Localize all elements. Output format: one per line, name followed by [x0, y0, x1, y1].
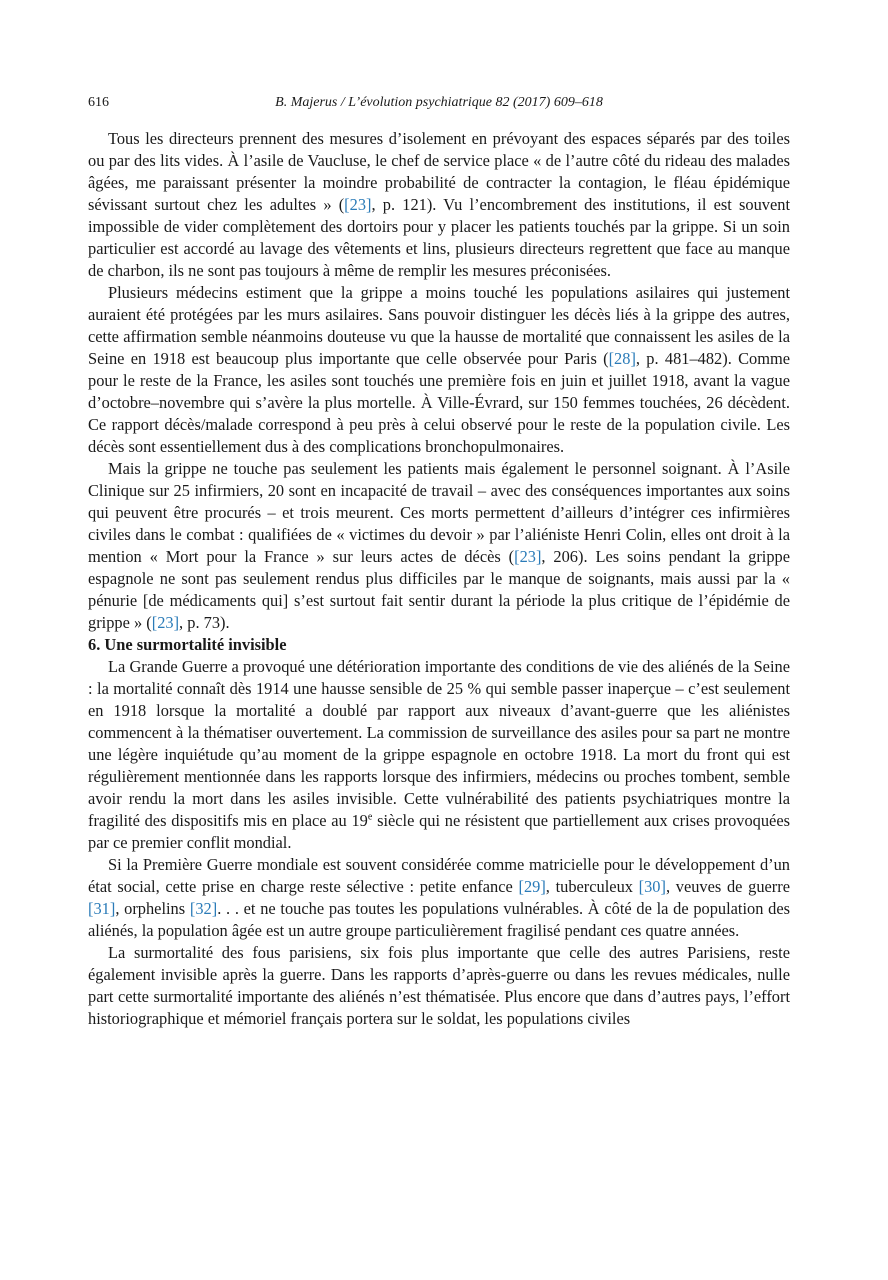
reference-link[interactable]: [29] — [518, 877, 546, 896]
superscript: e — [367, 811, 373, 823]
text-run: Si la Première Guerre mondiale est souvent considérée comme matricielle pour le développement d’un état social, cette prise en charge reste sélective : petite enfance — [88, 855, 790, 896]
text-run: Tous les directeurs prennent des mesures d’isolement en prévoyant des espaces séparés par des toiles ou par des lits vides. À l’asile de Vaucluse, le chef de service place « de l’autre côté du rideau des malades âgées, me paraissant présenter la moindre probabilité de contracter la contagion, le fléau épidémique sévissant surtout chez les adultes » ( — [88, 129, 790, 214]
text-run: , veuves de guerre — [665, 877, 790, 896]
paragraph — [88, 282, 790, 458]
paragraph — [88, 854, 790, 942]
text-run: , tuberculeux — [545, 877, 639, 896]
text-run: La surmortalité des fous parisiens, six fois plus importante que celle des autres Parisiens, reste également invisible après la guerre. Dans les rapports d’après-guerre ou dans les revues médicales, nulle part cette surmortalité importante des aliénés n’est thématisée. Plus encore que dans d’autres pays, l’effort historiographique et mémoriel français portera sur le soldat, les populations civiles — [88, 943, 790, 1028]
article-body — [88, 128, 790, 1030]
reference-link[interactable]: [28] — [608, 349, 636, 368]
page-header — [88, 94, 790, 112]
paragraph — [88, 656, 790, 854]
reference-link[interactable]: [23] — [514, 547, 542, 566]
text-run: Plusieurs médecins estiment que la grippe a moins touché les populations asilaires qui justement auraient été protégées par les murs asilaires. Sans pouvoir distinguer les décès liés à la grippe des autres, cette affirmation semble néanmoins douteuse vu que la hausse de mortalité que connaissent les asiles de la Seine en 1918 est beaucoup plus importante que celle observée pour Paris ( — [88, 283, 790, 368]
reference-link[interactable]: [23] — [151, 613, 180, 632]
reference-link[interactable]: [30] — [638, 877, 666, 896]
reference-link[interactable]: [31] — [88, 899, 116, 918]
text-run: , p. 481–482). Comme pour le reste de la France, les asiles sont touchés une première fois en juin et juillet 1918, avant la vague d’octobre–novembre qui s’avère la plus mortelle. À Ville-Évrard, sur 150 femmes touchées, 26 décèdent. Ce rapport décès/malade correspond à peu près à celui observé pour le reste de la population civile. Les décès sont essentiellement dus à des complications bronchopulmonaires. — [88, 349, 790, 456]
paragraph — [88, 128, 790, 282]
paragraph — [88, 942, 790, 1030]
page-number: 616 — [88, 95, 109, 110]
text-run: , p. 121). Vu l’encombrement des institutions, il est souvent impossible de vider complètement des dortoirs pour y placer les patients touchés par la grippe. Si un soin particulier est accordé au lavage des vêtements et lins, plusieurs directeurs regrettent que face au manque de charbon, ils ne sont pas toujours à même de remplir les mesures préconisées. — [88, 195, 790, 280]
reference-link[interactable]: [23] — [344, 195, 372, 214]
running-title: B. Majerus / L’évolution psychiatrique 82 (2017) 609–618 — [275, 95, 603, 110]
reference-link[interactable]: [32] — [189, 899, 218, 918]
paragraph — [88, 458, 790, 634]
text-run: La Grande Guerre a provoqué une détérioration importante des conditions de vie des aliénés de la Seine : la mortalité connaît dès 1914 une hausse sensible de 25 % qui semble passer inaperçue – c’est seulement en 1918 lorsque la mortalité a doublé par rapport aux niveaux d’avant-guerre que les aliénistes commencent à la thématiser ouvertement. La commission de surveillance des asiles pour sa part ne montre une légère inquiétude qu’au moment de la grippe espagnole en octobre 1918. La mort du front qui est régulièrement mentionnée dans les rapports lorsque des infirmiers, médecins ou proches tombent, semble avoir rendu la mort dans les asiles invisible. Cette vulnérabilité des patients psychiatriques montre la fragilité des dispositifs mis en place au 19 — [88, 657, 790, 830]
text-run: , 206). Les soins pendant la grippe espagnole ne sont pas seulement rendus plus difficiles par le manque de soignants, mais aussi par la « pénurie [de médicaments qui] s’est surtout fait sentir durant la période la plus critique de l’épidémie de grippe » ( — [88, 547, 790, 632]
text-run: Mais la grippe ne touche pas seulement les patients mais également le personnel soignant. À l’Asile Clinique sur 25 infirmiers, 20 sont en incapacité de travail – avec des conséquences importantes aux soins qui peuvent être procurés – et trois meurent. Ces morts permettent d’ailleurs d’intégrer ces infirmières civiles dans le combat : qualifiées de « victimes du devoir » par l’aliéniste Henri Colin, elles ont droit à la mention « Mort pour la France » sur leurs actes de décès ( — [88, 459, 790, 566]
text-run: siècle qui ne résistent que partiellement aux crises provoquées par ce premier conflit mondial. — [88, 811, 790, 852]
text-run: , p. 73). — [179, 613, 230, 632]
text-run: . . . et ne touche pas toutes les populations vulnérables. À côté de la de population des aliénés, la population âgée est un autre groupe particulièrement fragilisé pendant ces quatre années. — [88, 899, 791, 940]
section-heading: 6. Une surmortalité invisible — [88, 635, 287, 654]
text-run: , orphelins — [115, 899, 190, 918]
